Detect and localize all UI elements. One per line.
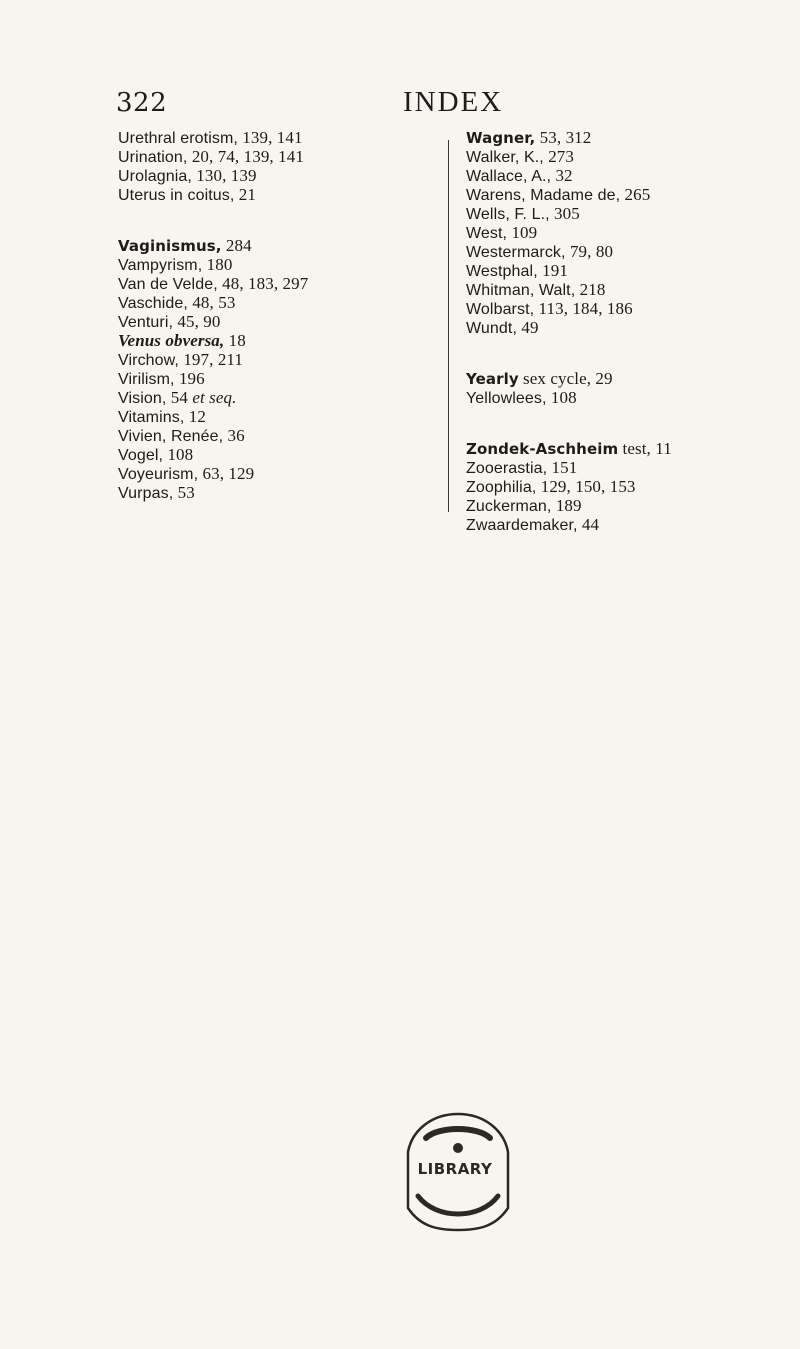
index-entry (118, 388, 436, 407)
entry-term: Urolagnia, (118, 168, 192, 185)
entry-pages: 197, 211 (178, 350, 244, 369)
entry-extra: et seq. (192, 388, 237, 407)
entry-term: Virilism, (118, 371, 175, 388)
page-title: INDEX (403, 86, 504, 118)
entry-pages: 196 (174, 369, 205, 388)
index-entry (466, 439, 786, 458)
index-entry (466, 166, 786, 185)
index-entry (118, 312, 436, 331)
index-entry (466, 185, 786, 204)
entry-pages: 139, 141 (237, 128, 303, 147)
index-entry (118, 426, 436, 445)
index-entry (118, 274, 436, 293)
entry-term: Venus obversa, (118, 331, 225, 350)
entry-pages: sex cycle, 29 (518, 369, 613, 388)
page-number: 322 (116, 88, 168, 118)
index-entry (466, 147, 786, 166)
entry-pages: 21 (234, 185, 256, 204)
entry-term: Venturi, (118, 314, 174, 331)
index-entry (118, 407, 436, 426)
entry-pages: 130, 139 (191, 166, 257, 185)
index-entry (466, 318, 786, 337)
index-entry (466, 515, 786, 534)
column-divider (448, 140, 449, 512)
entry-term: Zoophilia, (466, 479, 537, 496)
index-entry (466, 299, 786, 318)
entry-term: Vision, (118, 390, 167, 407)
entry-term: Yearly (466, 370, 519, 388)
index-entry (118, 331, 436, 350)
entry-term: Vaginismus, (118, 237, 222, 255)
index-entry (466, 242, 786, 261)
entry-term: Voyeurism, (118, 466, 199, 483)
entry-pages: 18 (224, 331, 246, 350)
index-entry (466, 388, 786, 407)
entry-term: Wagner, (466, 129, 536, 147)
entry-pages: 109 (507, 223, 538, 242)
entry-pages: 305 (549, 204, 580, 223)
entry-term: Virchow, (118, 352, 179, 369)
index-entry (466, 261, 786, 280)
entry-pages: 79, 80 (565, 242, 614, 261)
index-entry (118, 369, 436, 388)
entry-term: Vogel, (118, 447, 164, 464)
index-entry (118, 464, 436, 483)
index-entry (118, 350, 436, 369)
entry-pages: 189 (551, 496, 582, 515)
entry-pages: 53 (173, 483, 195, 502)
letter-gap (466, 407, 786, 439)
entry-term: Vivien, Renée, (118, 428, 224, 445)
index-entry (466, 477, 786, 496)
entry-pages: 151 (547, 458, 578, 477)
index-entry (118, 236, 436, 255)
index-entry (118, 128, 436, 147)
letter-gap (118, 204, 436, 236)
entry-term: Wundt, (466, 320, 517, 337)
index-entry (118, 293, 436, 312)
entry-term: Van de Velde, (118, 276, 218, 293)
entry-term: Warens, Madame de, (466, 187, 621, 204)
entry-term: Vurpas, (118, 485, 174, 502)
index-entry (466, 496, 786, 515)
entry-pages: 63, 129 (198, 464, 255, 483)
entry-pages: 218 (575, 280, 606, 299)
index-column-right (466, 128, 786, 534)
index-entry (118, 483, 436, 502)
entry-term: Urination, (118, 149, 188, 166)
entry-term: Vampyrism, (118, 257, 203, 274)
index-column-left (118, 128, 436, 502)
index-entry (118, 147, 436, 166)
entry-pages: 273 (543, 147, 575, 166)
entry-pages: 44 (577, 515, 600, 534)
index-entry (466, 369, 786, 388)
entry-pages: 49 (517, 318, 539, 337)
entry-term: Westermarck, (466, 244, 566, 261)
entry-term: Yellowlees, (466, 390, 547, 407)
index-entry (118, 445, 436, 464)
index-entry (466, 458, 786, 477)
entry-pages: 129, 150, 153 (536, 477, 636, 496)
entry-pages: 108 (163, 445, 194, 464)
entry-term: Zuckerman, (466, 498, 552, 515)
entry-term: Wallace, A., (466, 168, 552, 185)
entry-term: Whitman, Walt, (466, 282, 576, 299)
entry-term: West, (466, 225, 508, 242)
entry-term: Zwaardemaker, (466, 517, 578, 534)
entry-pages: 32 (551, 166, 573, 185)
entry-term: Uterus in coitus, (118, 187, 235, 204)
entry-term: Vitamins, (118, 409, 185, 426)
index-entry (466, 280, 786, 299)
index-entry (466, 128, 786, 147)
index-entry (118, 185, 436, 204)
index-entry (118, 166, 436, 185)
entry-term: Wolbarst, (466, 301, 535, 318)
entry-pages: 45, 90 (173, 312, 221, 331)
entry-pages: 113, 184, 186 (534, 299, 633, 318)
entry-pages: 20, 74, 139, 141 (187, 147, 304, 166)
entry-term: Urethral erotism, (118, 130, 238, 147)
entry-pages: 180 (202, 255, 233, 274)
entry-pages: 12 (184, 407, 206, 426)
entry-term: Wells, F. L., (466, 206, 550, 223)
entry-pages: 53, 312 (535, 128, 592, 147)
entry-pages: 265 (620, 185, 651, 204)
entry-pages: 284 (221, 236, 252, 255)
entry-pages: test, 11 (618, 439, 672, 458)
entry-pages: 48, 53 (187, 293, 236, 312)
entry-term: Westphal, (466, 263, 538, 280)
entry-pages: 108 (546, 388, 577, 407)
entry-pages: 191 (537, 261, 568, 280)
letter-gap (466, 337, 786, 369)
stamp-label: LIBRARY (417, 1160, 493, 1178)
entry-pages: 36 (223, 426, 245, 445)
index-entry (466, 204, 786, 223)
entry-pages: 54 (166, 388, 193, 407)
index-entry (466, 223, 786, 242)
entry-term: Walker, K., (466, 149, 544, 166)
entry-term: Zondek-Aschheim (466, 440, 619, 458)
entry-term: Vaschide, (118, 295, 188, 312)
entry-pages: 48, 183, 297 (217, 274, 309, 293)
entry-term: Zooerastia, (466, 460, 548, 477)
index-entry (118, 255, 436, 274)
